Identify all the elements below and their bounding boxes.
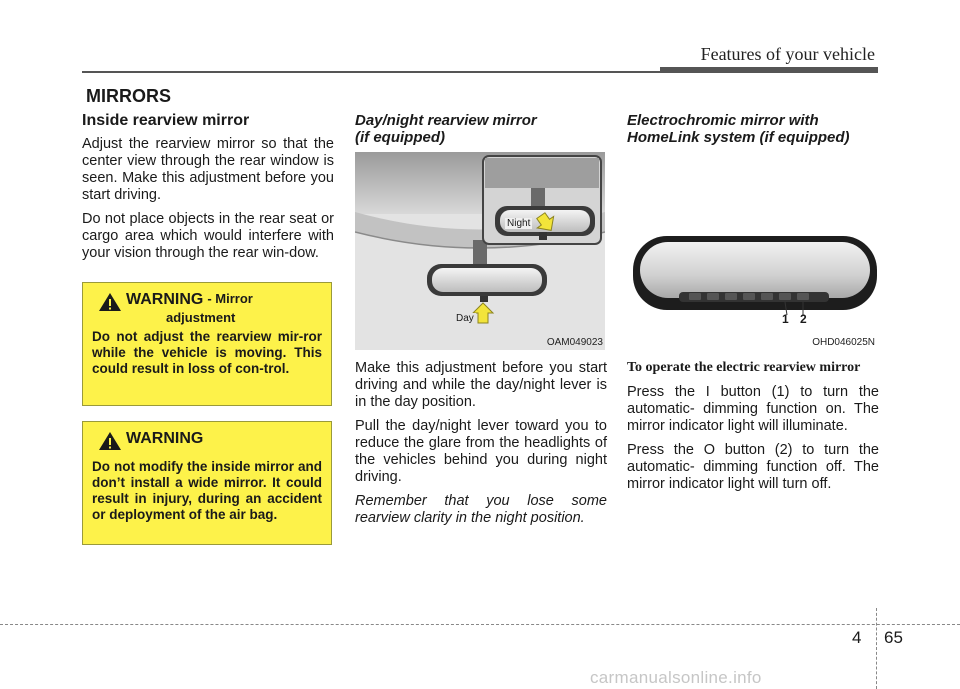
day-night-heading bbox=[355, 112, 607, 146]
electrochromic-paragraph-1: Press the I button (1) to turn the automatic- dimming function on. The mirror indicator light will illuminate. bbox=[627, 384, 879, 434]
electrochromic-heading-line1: Electrochromic mirror with bbox=[627, 112, 819, 129]
warning-title: WARNING bbox=[126, 430, 204, 447]
header-rule-accent bbox=[660, 67, 878, 73]
warning-box-modify-mirror bbox=[82, 421, 332, 545]
footer-divider bbox=[0, 624, 960, 625]
day-night-heading-line1: Day/night rearview mirror bbox=[355, 112, 537, 129]
header-title: Features of your vehicle bbox=[700, 44, 875, 64]
warning-text: Do not modify the inside mirror and don’t install a wide mirror. It could result in injury, during an accident or deployment of the air bag. bbox=[92, 459, 322, 522]
inside-mirror-paragraph-1: Adjust the rearview mirror so that the center view through the rear window is seen. Make this adjustment before you start driving. bbox=[82, 136, 334, 203]
warning-subtitle: - Mirror bbox=[207, 291, 253, 306]
header-rule bbox=[82, 71, 662, 73]
inside-mirror-heading: Inside rearview mirror bbox=[82, 112, 250, 129]
day-night-mirror-figure bbox=[355, 152, 605, 350]
day-night-mirror-illustration bbox=[355, 152, 605, 350]
column-day-night-mirror bbox=[355, 110, 607, 527]
warning-text: Do not adjust the rearview mir-ror while the vehicle is moving. This could result in loss of con-trol. bbox=[92, 329, 322, 376]
figure-code: OHD046025N bbox=[812, 337, 875, 348]
warning-title: WARNING bbox=[126, 291, 204, 308]
figure-label-night: Night bbox=[507, 218, 531, 229]
day-night-heading-line2: (if equipped) bbox=[355, 129, 445, 146]
column-inside-mirror bbox=[82, 110, 334, 269]
electrochromic-subheading: To operate the electric rearview mirror bbox=[627, 360, 861, 375]
warning-box-mirror-adjustment bbox=[82, 282, 332, 406]
page-number: 65 bbox=[884, 628, 903, 647]
section-title: MIRRORS bbox=[86, 86, 171, 106]
callout-1: 1 bbox=[782, 312, 789, 326]
warning-triangle-icon bbox=[98, 292, 122, 312]
warning-subtitle-continued: adjustment bbox=[166, 310, 236, 325]
column-electrochromic-mirror bbox=[627, 110, 879, 500]
figure-label-day: Day bbox=[456, 313, 474, 324]
day-night-paragraph-1: Make this adjustment before you start driving and while the day/night lever is in the day position. bbox=[355, 360, 607, 410]
electrochromic-heading bbox=[627, 112, 879, 146]
figure-code: OAM049023 bbox=[546, 337, 603, 348]
chapter-number: 4 bbox=[852, 628, 862, 647]
electrochromic-paragraph-2: Press the O button (2) to turn the automatic- dimming function off. The mirror indicator light will turn off. bbox=[627, 442, 879, 492]
footer-page-divider bbox=[876, 608, 877, 689]
electrochromic-heading-line2: HomeLink system (if equipped) bbox=[627, 129, 850, 146]
inside-mirror-paragraph-2: Do not place objects in the rear seat or cargo area which would interfere with your vision through the rear win-dow. bbox=[82, 211, 334, 261]
electrochromic-mirror-figure bbox=[627, 152, 877, 350]
day-night-paragraph-2: Pull the day/night lever toward you to reduce the glare from the headlights of the vehicles behind you during night driving. bbox=[355, 418, 607, 485]
electrochromic-mirror-illustration bbox=[627, 152, 877, 350]
warning-triangle-icon bbox=[98, 431, 122, 451]
watermark: carmanualsonline.info bbox=[590, 668, 762, 687]
day-night-note: Remember that you lose some rearview clarity in the night position. bbox=[355, 493, 607, 526]
callout-2: 2 bbox=[800, 312, 807, 326]
